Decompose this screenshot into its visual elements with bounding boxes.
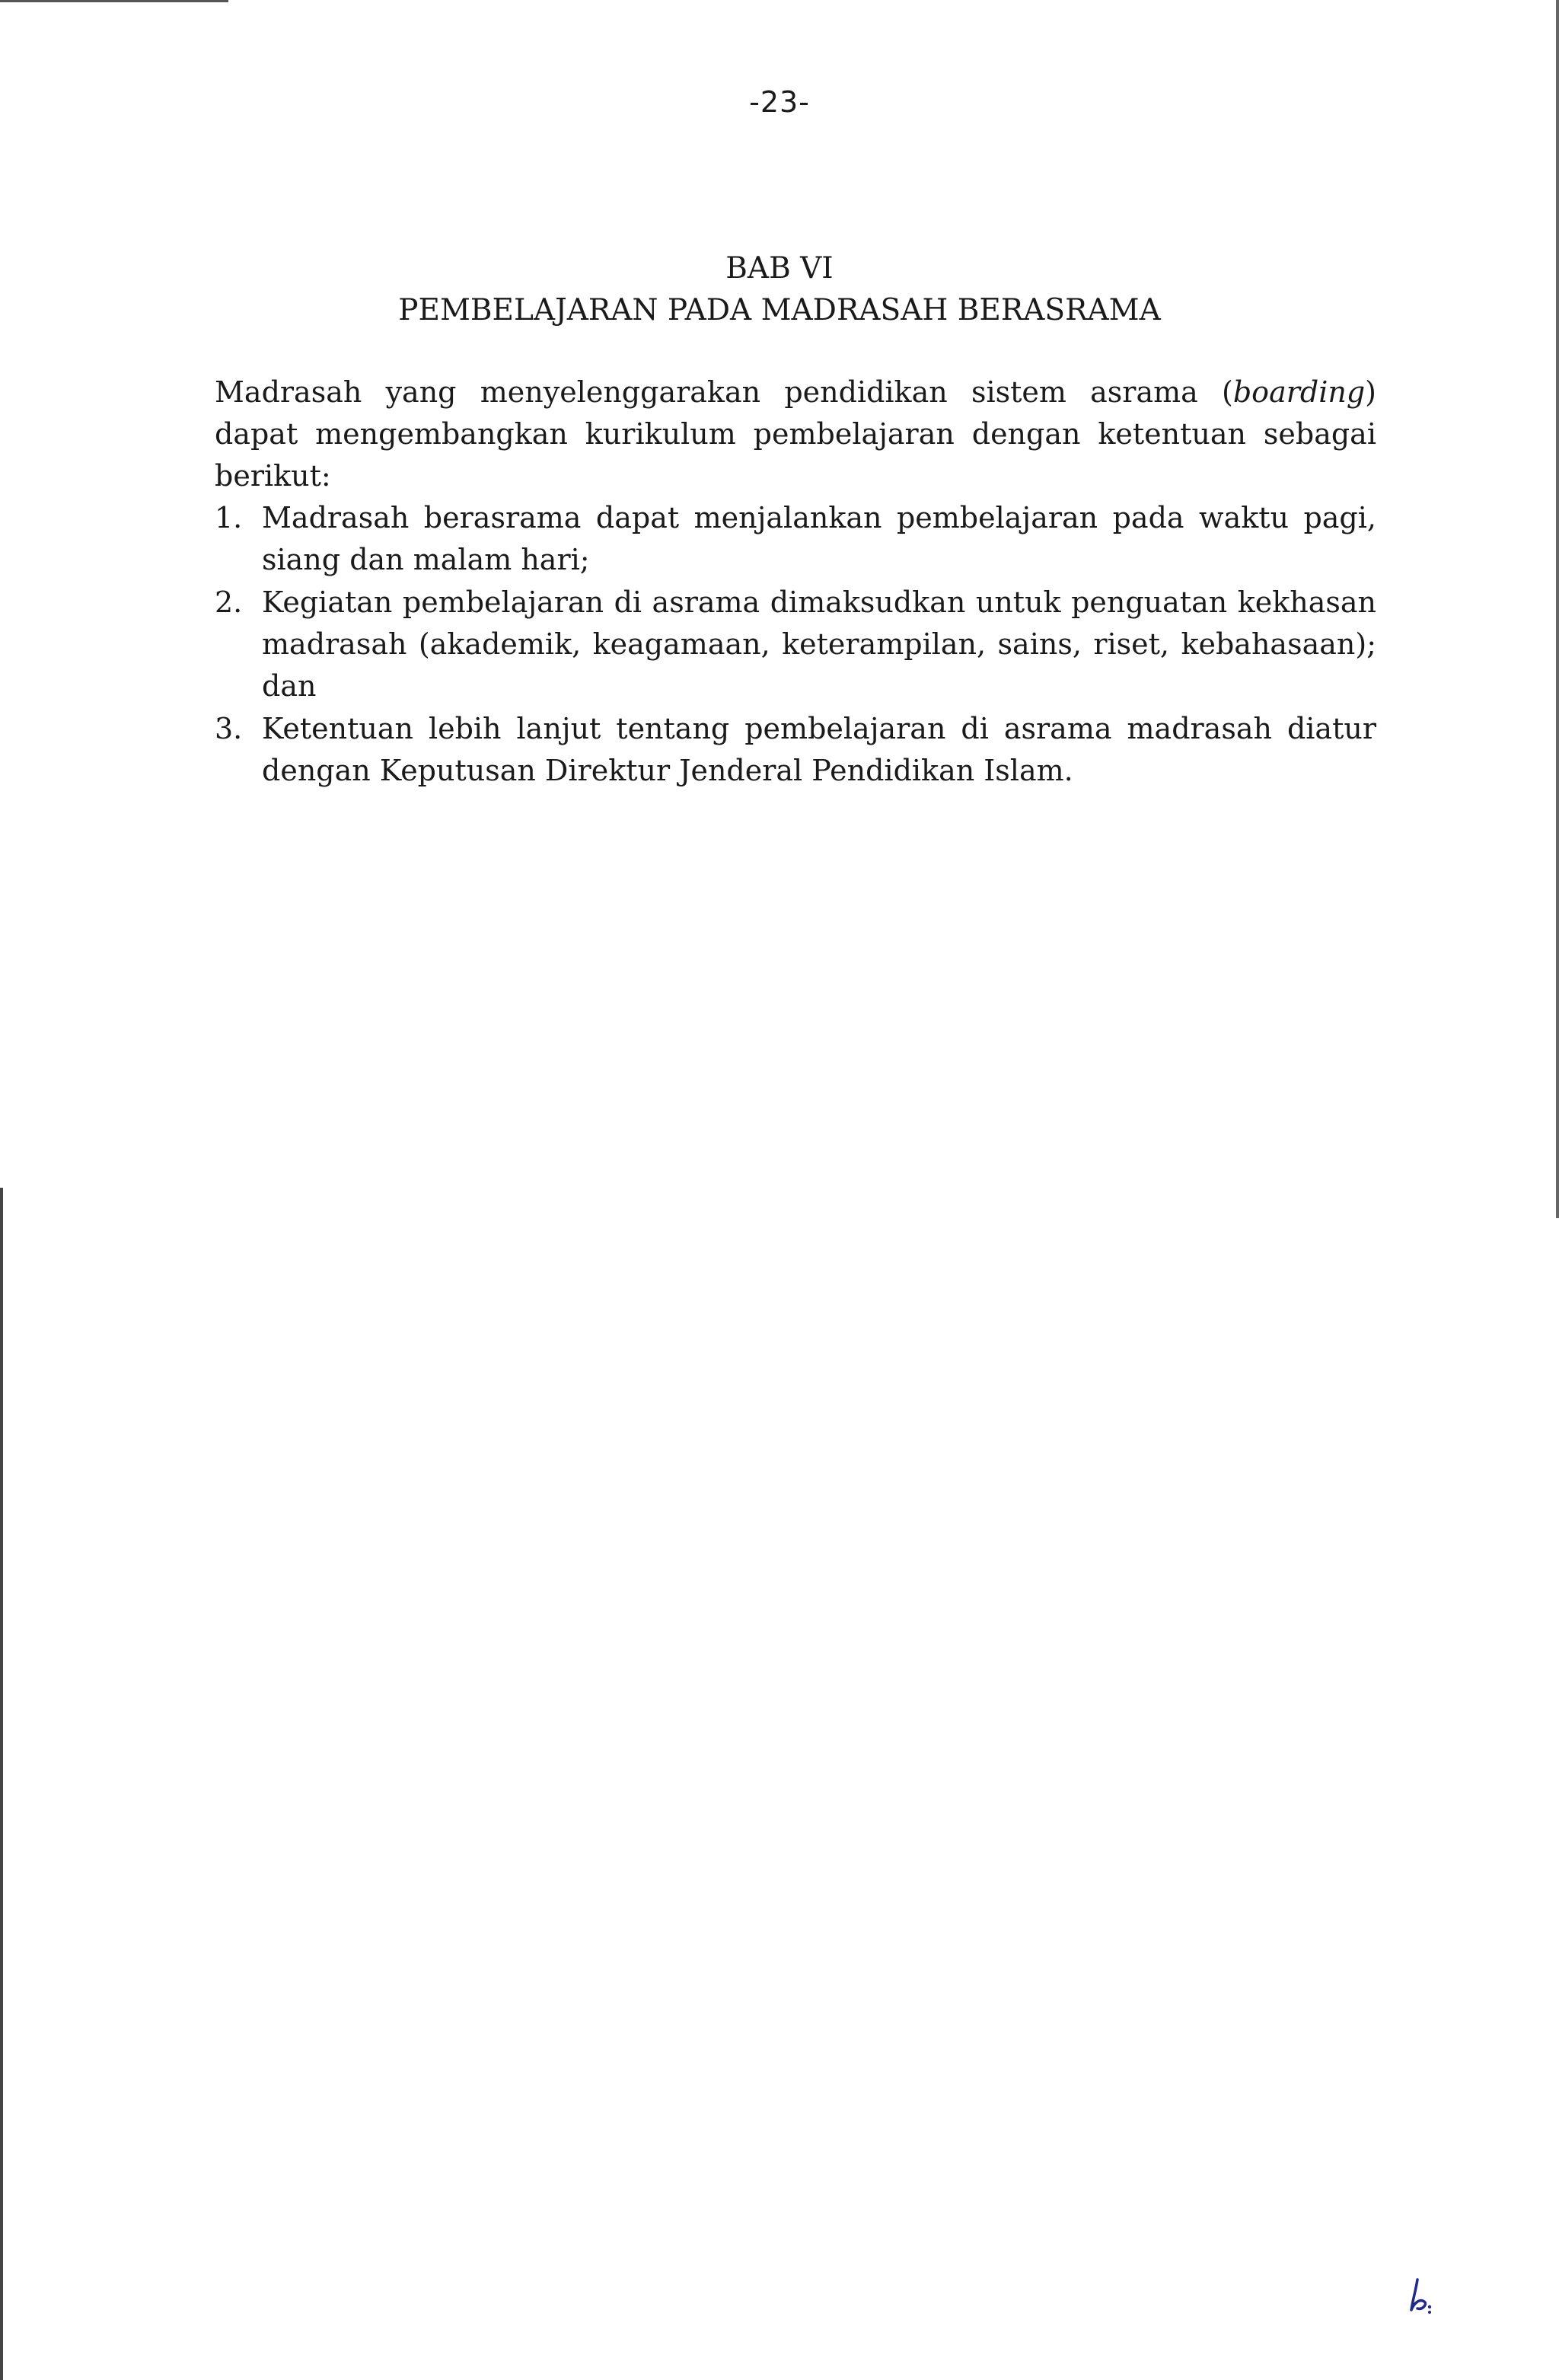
intro-text-italic: boarding	[1232, 375, 1366, 409]
chapter-subtitle: PEMBELAJARAN PADA MADRASAH BERASRAMA	[398, 293, 1161, 327]
intro-text-before: Madrasah yang menyelenggarakan pendidikan sistem asrama (	[215, 375, 1233, 409]
page-number: -23-	[749, 85, 810, 119]
body-content	[215, 372, 1376, 793]
list-item	[215, 582, 1376, 707]
scan-edge-left	[0, 1188, 3, 2380]
list-item	[215, 708, 1376, 792]
list-item	[215, 497, 1376, 581]
intro-paragraph	[215, 372, 1376, 497]
list-item-number: 1.	[215, 501, 243, 534]
list-item-number: 2.	[215, 585, 243, 619]
list-item-text: Ketentuan lebih lanjut tentang pembelajaran di asrama madrasah diatur dengan Keputusan Direktur Jenderal Pendidikan Islam.	[262, 712, 1376, 787]
list-item-text: Madrasah berasrama dapat menjalankan pembelajaran pada waktu pagi, siang dan malam hari;	[262, 501, 1376, 576]
intro-text-after: ) dapat mengembangkan kurikulum pembelajaran dengan ketentuan sebagai berikut:	[215, 375, 1376, 493]
chapter-heading	[0, 247, 1559, 331]
scan-edge-top	[0, 0, 228, 2]
scan-edge-right	[1556, 0, 1559, 1218]
handwritten-initial-icon	[1407, 2276, 1437, 2315]
list-item-number: 3.	[215, 712, 243, 745]
chapter-title: BAB VI	[725, 251, 834, 286]
list-item-text: Kegiatan pembelajaran di asrama dimaksudkan untuk penguatan kekhasan madrasah (akademik, keagamaan, keterampilan, sains, riset, kebahasaan); dan	[262, 585, 1376, 703]
provision-list	[215, 497, 1376, 792]
